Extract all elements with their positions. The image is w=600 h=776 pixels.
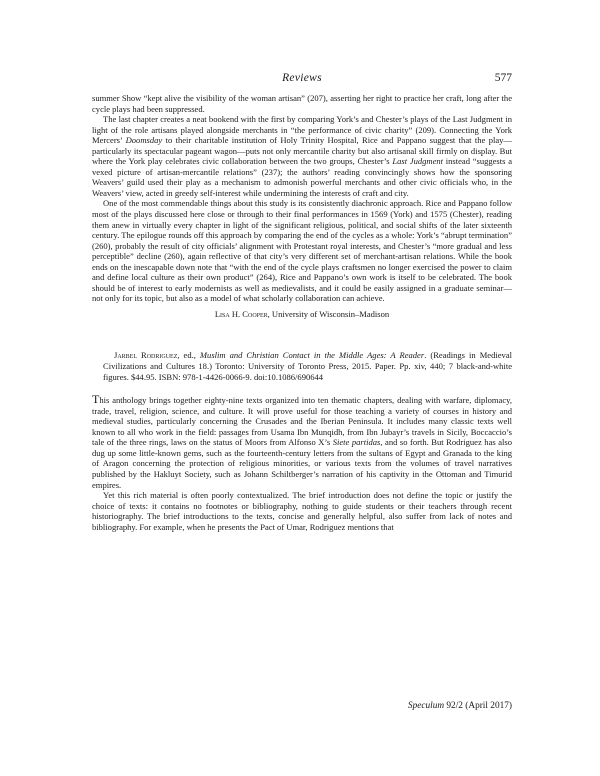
paragraph: This anthology brings together eighty-nine texts organized into ten thematic chapters, dealing with warfare, diplomacy, trade, travel, religion, science, and culture. It will prove useful for those teaching a variety of courses in history and medieval studies, particularly concerning the Crusades and the Iberian Peninsula. It includes many classic texts well known to all who work in the field: passages from Usama Ibn Munqidh, from Ibn Jubayr’s travels in Sicily, Boccaccio’s tale of the three rings, laws on the status of Moors from Alfonso X’s Siete partidas, and so forth. But Rodriguez has also dug up some little-known gems, such as the fourteenth-century letters from the sultans of Egypt and Granada to the king of Aragon concerning the protection of religious minorities, or various texts from the volumes of travel narratives published by the Hakluyt Society, such as Johann Schiltberger’s narration of his captivity in the Ottoman and Timurid empires. xyxy=(92,392,512,490)
reviewer-affiliation: , University of Wisconsin–Madison xyxy=(267,308,390,319)
journal-name: Speculum xyxy=(407,701,445,711)
review-cooper xyxy=(92,93,512,319)
page-footer xyxy=(92,701,512,711)
paragraph: One of the most commendable things about this study is its consistently diachronic approach. Rice and Pappano follow most of the plays discussed here close or through to their final performances in 1569 (York) and 1575 (Chester), reading them anew in virtually every chapter in light of the significant religious, political, and social shifts of the later sixteenth century. The epilogue rounds off this approach by comparing the end of the cycles as a whole: York’s “abrupt termination” (260), probably the result of city officials’ alignment with Protestant royal interests, and Chester’s “more gradual and less perceptible” decline (260), again reflective of that city’s very different set of merchant-artisan relations. While the book ends on the inescapable down note that “with the end of the cycle plays craftsmen no longer exercised the power to claim and define local culture as their own product” (264), Rice and Pappano’s own work is itself to be celebrated. The book should be of interest to early modernists as well as medievalists, and it could be easily assigned in a graduate seminar—not only for its topic, but also as a model of what scholarly collaboration can achieve. xyxy=(92,198,512,304)
journal-issue: 92/2 (April 2017) xyxy=(444,701,512,711)
paragraph: The last chapter creates a neat bookend with the first by comparing York’s and Chester’s plays of the Last Judgment in light of the role artisans played alongside merchants in “the performance of civic charity” (209). Connecting the York Mercers’ Doomsday to their charitable institution of Holy Trinity Hospital, Rice and Pappano suggest that the play—particularly its spectacular pageant wagon—puts not only mercantile charity but also artisanal skill firmly on display. But where the York play celebrates civic collaboration between the two groups, Chester’s Last Judgment instead “suggests a vexed picture of artisan-mercantile relations” (237); the authors’ reading convincingly shows how the sponsoring Weavers’ guild used their play as a mechanism to admonish powerful merchants and other civic officials who, in the Weavers’ view, acted in greedy self-interest while undermining the interests of craft and city. xyxy=(92,114,512,198)
reviewer-name: Lisa H. Cooper xyxy=(214,308,268,319)
page-number: 577 xyxy=(494,72,512,84)
page-body xyxy=(92,93,512,532)
review-rodriguez xyxy=(92,350,512,532)
running-head: Reviews xyxy=(282,72,322,84)
reviewer-signature xyxy=(92,309,512,320)
bibliographic-entry: Jarbel Rodriguez, ed., Muslim and Christian Contact in the Middle Ages: A Reader. (Readings in Medieval Civilizations and Cultures 18.) Toronto: University of Toronto Press, 2015. Paper. Pp. xiv, 440; 7 black-and-white figures. $44.95. ISBN: 978-1-4426-0066-9. doi:10.1086/690644 xyxy=(103,350,512,382)
book-title: Muslim and Christian Contact in the Middle Ages: A Reader xyxy=(199,350,425,361)
paragraph: summer Show “kept alive the visibility of the woman artisan” (207), asserting her right to practice her craft, long after the cycle plays had been suppressed. xyxy=(92,93,512,114)
book-author: Jarbel Rodriguez xyxy=(114,350,178,361)
paragraph: Yet this rich material is often poorly contextualized. The brief introduction does not define the topic or justify the choice of texts: it contains no footnotes or bibliography, nothing to guide students or their teachers through recent historiography. The brief introductions to the texts, concise and generally helpful, also suffer from lack of notes and bibliography. For example, when he presents the Pact of Umar, Rodriguez mentions that xyxy=(92,490,512,532)
page-header xyxy=(92,72,512,88)
